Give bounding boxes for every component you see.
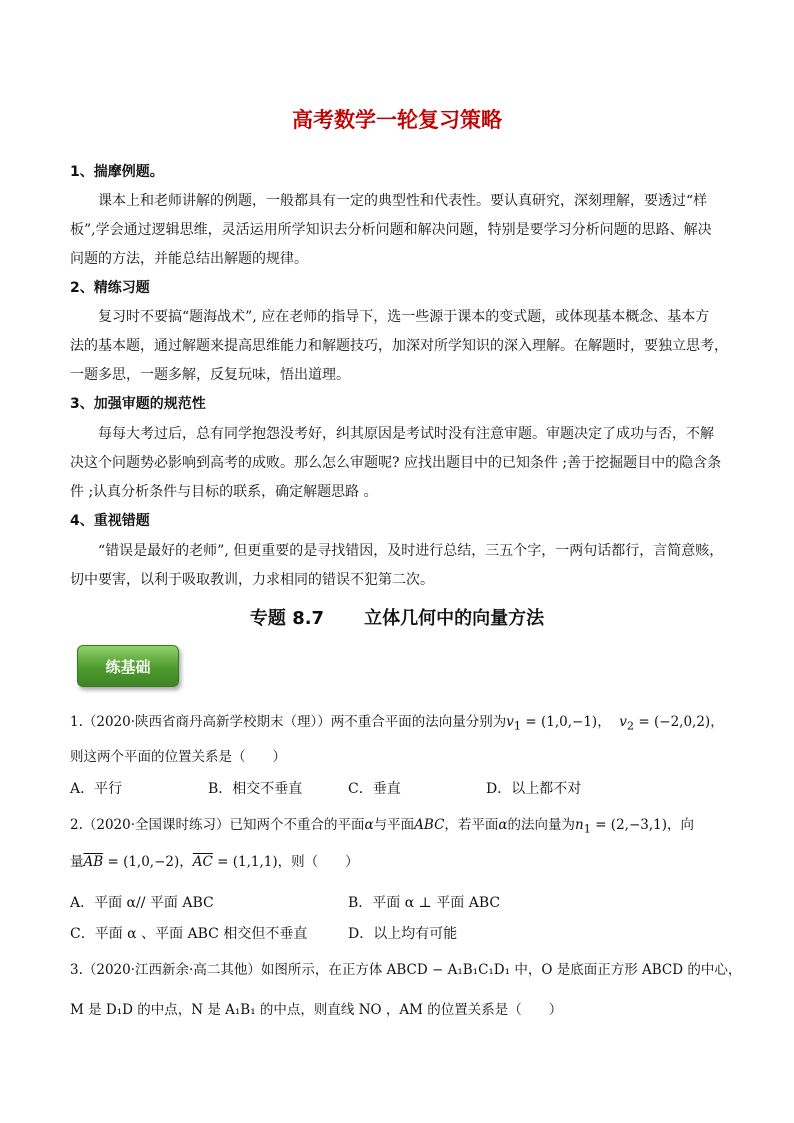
- paragraph-line: 决这个问题势必影响到高考的成败。那么怎么审题呢? 应找出题目中的已知条件 ;善于挖掘题目中的隐含条: [70, 455, 722, 471]
- paragraph-line: 法的基本题，通过解题来提高思维能力和解题技巧，加深对所学知识的深入理解。在解题时，要独立思考，: [70, 338, 728, 354]
- q2-option-a: A．平面 α// 平面 ABC: [70, 895, 214, 911]
- question-1-line2: 则这两个平面的位置关系是（ ）: [70, 749, 286, 765]
- paragraph-line: 问题的方法，并能总结出解题的规律。: [70, 251, 308, 267]
- question-2-stem: 2.（2020·全国课时练习）已知两个不重合的平面α与平面ABC，若平面α的法向量为$n_1 = (2,-3,1)$，向: [70, 817, 694, 836]
- section-heading: 3、加强审题的规范性: [70, 396, 206, 412]
- paragraph-line: 一题多思，一题多解，反复玩味，悟出道理。: [70, 367, 350, 383]
- chapter-subtitle: [0, 604, 794, 630]
- q1-option-d: D．以上都不对: [486, 781, 582, 797]
- chapter-number: 专题 8.7: [249, 608, 325, 629]
- section-heading: 4、重视错题: [70, 513, 150, 529]
- q1-option-a: A．平行: [70, 781, 123, 797]
- q2-option-c: C．平面 α 、平面 ABC 相交但不垂直: [70, 926, 308, 942]
- paragraph-line: 切中要害，以利于吸取教训，力求相同的错误不犯第二次。: [70, 572, 434, 588]
- question-2-line2: 量$\overline{AB} = (1,0,-2)$，$\overline{AC} = (1,1,1)$，则（ ）: [70, 854, 359, 870]
- paragraph-line: 件 ;认真分析条件与目标的联系，确定解题思路 。: [70, 484, 378, 500]
- q1-option-b: B．相交不垂直: [208, 781, 303, 797]
- paragraph-line: 复习时不要搞“题海战术”, 应在老师的指导下，选一些源于课本的变式题，或体现基本概念、基本方: [98, 309, 710, 325]
- vector-v2: v: [619, 714, 627, 730]
- question-1-stem: 1.（2020·陕西省商丹高新学校期末（理））两不重合平面的法向量分别为$v_1 = (1,0,-1)$， $v_2 = (-2,0,2)$，: [70, 714, 724, 733]
- question-3-line1: 3.（2020·江西新余·高二其他）如图所示，在正方体 ABCD − A₁B₁C₁D₁ 中，O 是底面正方形 ABCD 的中心，: [70, 962, 742, 978]
- question-3-line2: M 是 D₁D 的中点，N 是 A₁B₁ 的中点，则直线 NO ，AM 的位置关系是（ ）: [70, 1002, 563, 1018]
- section-badge: 练基础: [77, 645, 179, 687]
- chapter-title: 立体几何中的向量方法: [364, 608, 545, 629]
- paragraph-line: 板”,学会通过逻辑思维，灵活运用所学知识去分析问题和解决问题，特别是要学习分析问题的思路、解决: [70, 222, 712, 238]
- q2-option-d: D．以上均有可能: [348, 926, 458, 942]
- q1-option-c: C．垂直: [348, 781, 401, 797]
- paragraph-line: 课本上和老师讲解的例题，一般都具有一定的典型性和代表性。要认真研究，深刻理解，要透过“样: [98, 193, 708, 209]
- paragraph-line: 每每大考过后，总有同学抱怨没考好，纠其原因是考试时没有注意审题。审题决定了成功与否，不解: [98, 426, 714, 442]
- section-heading: 2、精练习题: [70, 280, 150, 296]
- paragraph-line: “错误是最好的老师”, 但更重要的是寻找错因，及时进行总结，三五个字，一两句话都行，言简意赅，: [98, 543, 724, 559]
- page-title: 高考数学一轮复习策略: [292, 108, 502, 132]
- vector-v1: v: [506, 714, 514, 730]
- section-heading: 1、揣摩例题。: [70, 164, 164, 180]
- q2-option-b: B．平面 α ⊥ 平面 ABC: [348, 895, 501, 911]
